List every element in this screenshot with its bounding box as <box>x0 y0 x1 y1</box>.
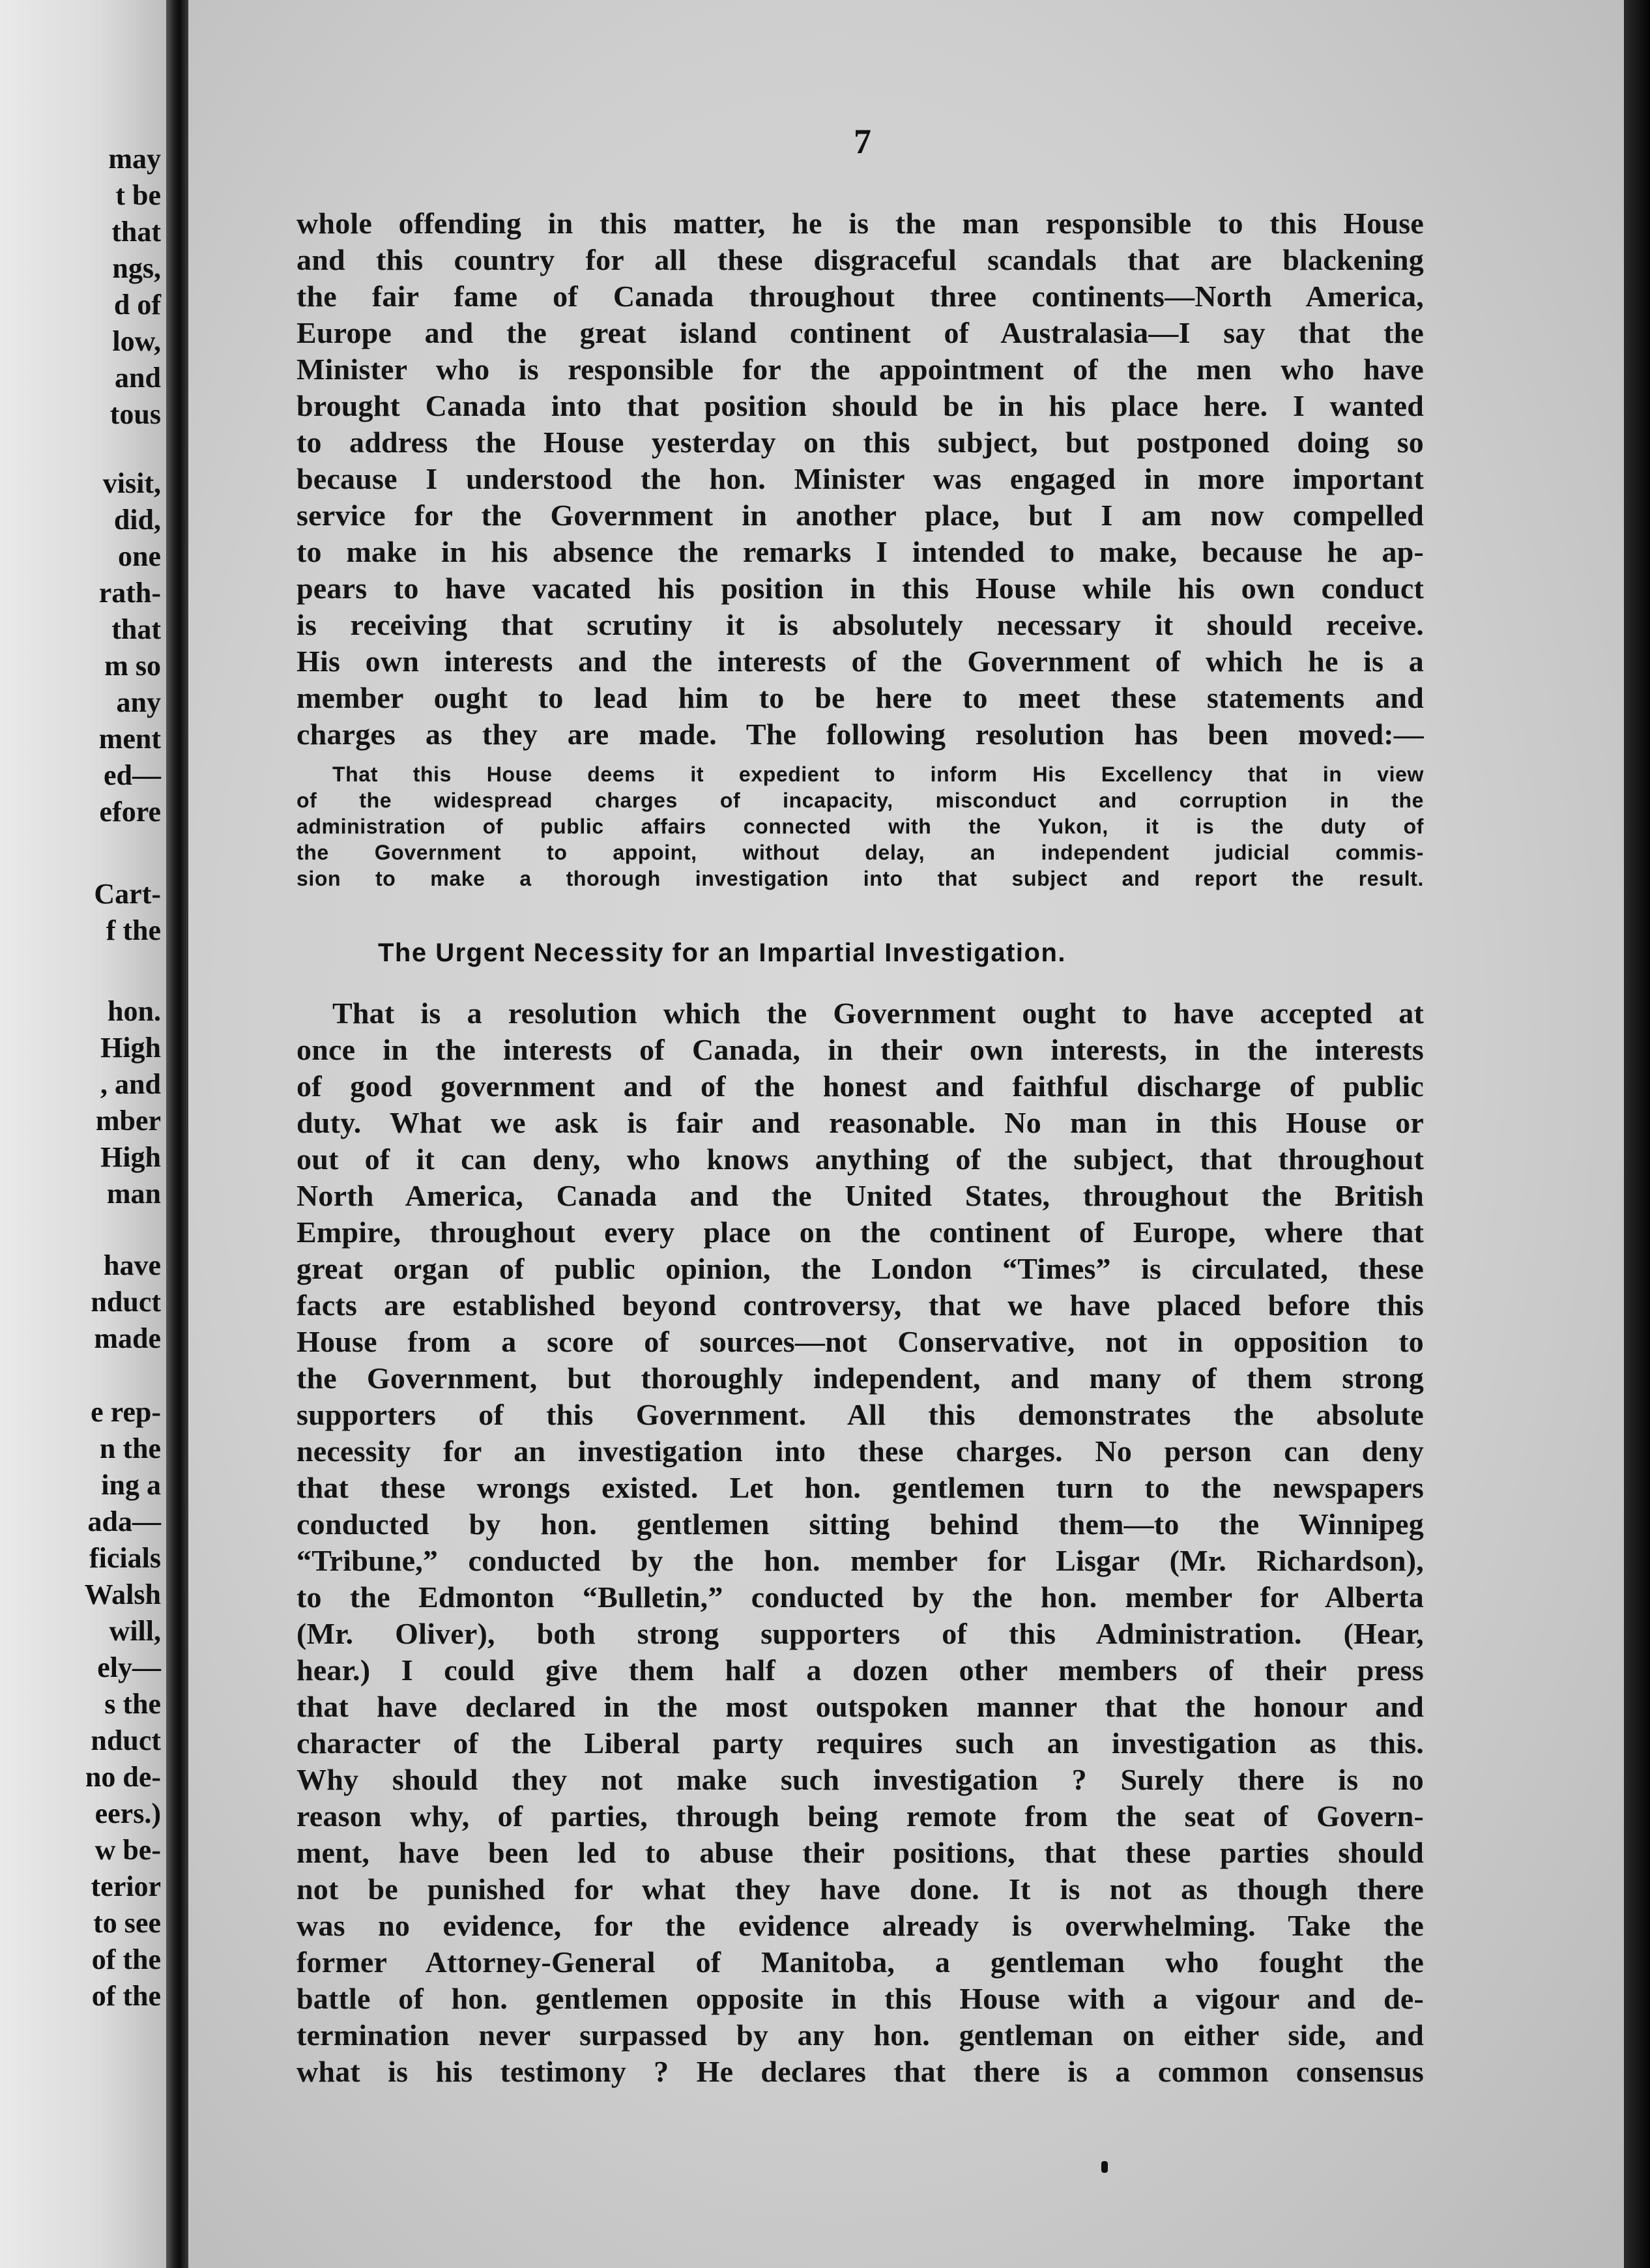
paragraph-line: the Government, but thoroughly independent, and many of them strong <box>297 1361 1424 1395</box>
fragment-line: man <box>106 1178 161 1210</box>
fragment-line: low, <box>112 325 161 357</box>
paragraph-line: the fair fame of Canada throughout three continents—North America, <box>297 280 1424 313</box>
resolution-line: administration of public affairs connected with the Yukon, it is the duty of <box>297 815 1424 838</box>
fragment-line: any <box>116 686 161 718</box>
paragraph-line: whole offending in this matter, he is the man responsible to this House <box>297 207 1424 240</box>
paragraph-line: great organ of public opinion, the London “Times” is circulated, these <box>297 1252 1424 1285</box>
paragraph-line: of good government and of the honest and faithful discharge of public <box>297 1069 1424 1103</box>
paragraph-line: “Tribune,” conducted by the hon. member for Lisgar (Mr. Richardson), <box>297 1544 1424 1577</box>
fragment-line: may <box>108 143 161 175</box>
fragment-line: nduct <box>91 1286 161 1318</box>
page-number: 7 <box>854 122 871 161</box>
resolution-line: the Government to appoint, without delay, an independent judicial commis- <box>297 841 1424 864</box>
paragraph-line: charges as they are made. The following resolution has been moved:— <box>297 718 1424 751</box>
fragment-line: n the <box>99 1432 161 1464</box>
fragment-line: w be- <box>94 1834 161 1866</box>
paragraph-line: House from a score of sources—not Conservative, not in opposition to <box>297 1325 1424 1358</box>
fragment-line: efore <box>99 796 161 828</box>
fragment-line: to see <box>93 1907 161 1939</box>
fragment-line: Walsh <box>84 1578 161 1610</box>
fragment-line: ely— <box>97 1651 161 1683</box>
paragraph-line: is receiving that scrutiny it is absolutely necessary it should receive. <box>297 608 1424 641</box>
paragraph-line: reason why, of parties, through being remote from the seat of Govern- <box>297 1799 1424 1833</box>
fragment-line: ed— <box>104 759 161 791</box>
paragraph-line: duty. What we ask is fair and reasonable. No man in this House or <box>297 1106 1424 1139</box>
fragment-line: f the <box>106 914 161 946</box>
paragraph-line: to the Edmonton “Bulletin,” conducted by the hon. member for Alberta <box>297 1580 1424 1614</box>
paragraph-line: His own interests and the interests of the Government of which he is a <box>297 645 1424 678</box>
paragraph-line: member ought to lead him to be here to meet these statements and <box>297 681 1424 714</box>
fragment-line: hon. <box>108 995 161 1027</box>
paragraph-line: once in the interests of Canada, in their own interests, in the interests <box>297 1033 1424 1066</box>
section-heading: The Urgent Necessity for an Impartial Investigation. <box>378 938 1067 967</box>
paragraph-line: hear.) I could give them half a dozen other members of their press <box>297 1653 1424 1687</box>
paragraph-line: necessity for an investigation into these charges. No person can deny <box>297 1434 1424 1468</box>
ink-mark <box>1101 2161 1108 2173</box>
fragment-line: did, <box>113 504 161 536</box>
paragraph-line: battle of hon. gentlemen opposite in this House with a vigour and de- <box>297 1982 1424 2015</box>
resolution-line: That this House deems it expedient to inform His Excellency that in view <box>332 763 1424 786</box>
fragment-line: e rep- <box>91 1396 161 1428</box>
fragment-line: mber <box>95 1105 161 1137</box>
paragraph-line: that these wrongs existed. Let hon. gentlemen turn to the newspapers <box>297 1471 1424 1504</box>
paragraph-line: That is a resolution which the Government ought to have accepted at <box>332 996 1424 1030</box>
paragraph-line: Minister who is responsible for the appointment of the men who have <box>297 353 1424 386</box>
paragraph-line: out of it can deny, who knows anything of the subject, that throughout <box>297 1142 1424 1176</box>
paragraph-line: and this country for all these disgraceful scandals that are blackening <box>297 243 1424 276</box>
fragment-line: made <box>94 1322 161 1354</box>
fragment-line: s the <box>104 1688 161 1720</box>
binding-gutter <box>166 0 188 2268</box>
fragment-line: that <box>111 216 161 248</box>
fragment-line: eers.) <box>94 1797 161 1829</box>
fragment-line: nduct <box>91 1724 161 1756</box>
paragraph-line: brought Canada into that position should be in his place here. I wanted <box>297 389 1424 422</box>
paragraph-line: Empire, throughout every place on the continent of Europe, where that <box>297 1215 1424 1249</box>
paragraph-line: supporters of this Government. All this demonstrates the absolute <box>297 1398 1424 1431</box>
paragraph-line: to make in his absence the remarks I intended to make, because he ap- <box>297 535 1424 568</box>
resolution-line: sion to make a thorough investigation into that subject and report the result. <box>297 867 1424 890</box>
fragment-line: ment <box>98 723 161 755</box>
paragraph-line: to address the House yesterday on this subject, but postponed doing so <box>297 426 1424 459</box>
fragment-line: ngs, <box>112 252 161 284</box>
fragment-line: ficials <box>89 1542 161 1574</box>
fragment-line: will, <box>109 1615 161 1647</box>
paragraph-line: facts are established beyond controversy, that we have placed before this <box>297 1288 1424 1322</box>
paragraph-line: not be punished for what they have done. It is not as though there <box>297 1872 1424 1906</box>
fragment-line: one <box>118 540 161 572</box>
paragraph-line: service for the Government in another place, but I am now compelled <box>297 499 1424 532</box>
fragment-line: m so <box>104 650 161 682</box>
fragment-line: , and <box>100 1068 161 1100</box>
fragment-line: have <box>104 1249 161 1281</box>
fragment-line: visit, <box>102 467 161 499</box>
fragment-line: Cart- <box>94 878 161 910</box>
paragraph-line: pears to have vacated his position in this House while his own conduct <box>297 572 1424 605</box>
paragraph-line: what is his testimony ? He declares that there is a common consensus <box>297 2055 1424 2088</box>
fragment-line: no de- <box>85 1761 161 1793</box>
paragraph-line: that have declared in the most outspoken manner that the honour and <box>297 1690 1424 1723</box>
scan-edge <box>1624 0 1650 2268</box>
paragraph-line: Europe and the great island continent of Australasia—I say that the <box>297 316 1424 349</box>
facing-page-fragment <box>0 0 166 2268</box>
fragment-line: of the <box>91 1980 161 2012</box>
paragraph-line: conducted by hon. gentlemen sitting behind them—to the Winnipeg <box>297 1507 1424 1541</box>
paragraph-line: Why should they not make such investigation ? Surely there is no <box>297 1763 1424 1796</box>
paragraph-line: termination never surpassed by any hon. gentleman on either side, and <box>297 2018 1424 2052</box>
paragraph-line: North America, Canada and the United States, throughout the British <box>297 1179 1424 1212</box>
fragment-line: of the <box>91 1943 161 1975</box>
fragment-line: terior <box>91 1870 161 1902</box>
paragraph-line: was no evidence, for the evidence already is overwhelming. Take the <box>297 1909 1424 1942</box>
fragment-line: rath- <box>98 577 161 609</box>
fragment-line: t be <box>115 179 161 211</box>
fragment-line: d of <box>113 289 161 321</box>
resolution-line: of the widespread charges of incapacity, misconduct and corruption in the <box>297 789 1424 812</box>
fragment-line: ing a <box>101 1469 161 1501</box>
paragraph-line: former Attorney-General of Manitoba, a gentleman who fought the <box>297 1945 1424 1979</box>
fragment-line: ada— <box>87 1505 161 1537</box>
fragment-line: High <box>100 1141 161 1173</box>
paragraph-line: (Mr. Oliver), both strong supporters of this Administration. (Hear, <box>297 1617 1424 1650</box>
paragraph-line: character of the Liberal party requires such an investigation as this. <box>297 1726 1424 1760</box>
fragment-line: tous <box>109 398 161 430</box>
paragraph-line: because I understood the hon. Minister was engaged in more important <box>297 462 1424 495</box>
fragment-line: that <box>111 613 161 645</box>
fragment-line: High <box>100 1032 161 1064</box>
paragraph-line: ment, have been led to abuse their positions, that these parties should <box>297 1836 1424 1869</box>
fragment-line: and <box>115 362 161 394</box>
